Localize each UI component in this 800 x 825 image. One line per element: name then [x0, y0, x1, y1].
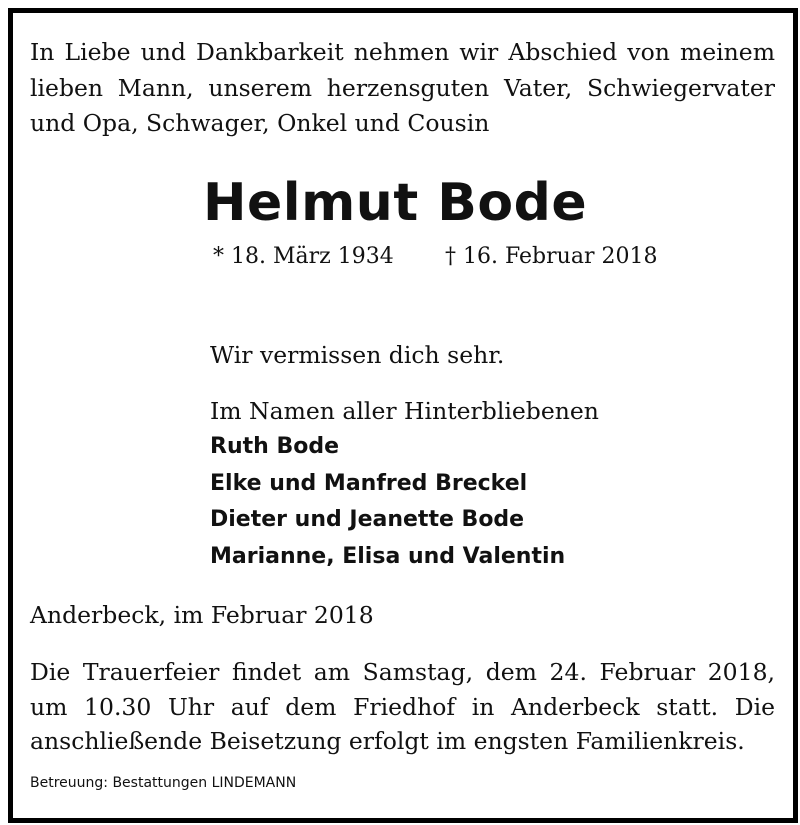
death-date: † 16. Februar 2018 — [445, 244, 658, 269]
mourner-name: Elke und Manfred Breckel — [210, 470, 528, 496]
place-date: Anderbeck, im Februar 2018 — [30, 601, 374, 629]
mourners-label: Im Namen aller Hinterbliebenen — [210, 397, 599, 425]
intro-text: In Liebe und Dankbarkeit nehmen wir Abschied von meinem lieben Mann, unserem herzensguten Vater, Schwiegervater und Opa, Schwager, Onkel und Cousin — [30, 38, 775, 137]
mourner-name: Marianne, Elisa und Valentin — [210, 543, 566, 569]
deceased-name: Helmut Bode — [203, 173, 588, 233]
farewell-line: Wir vermissen dich sehr. — [210, 341, 505, 369]
funeral-home-credit: Betreuung: Bestattungen LINDEMANN — [30, 775, 297, 791]
mourner-name: Dieter und Jeanette Bode — [210, 507, 525, 532]
mourner-list — [210, 429, 599, 575]
mourners-block — [210, 393, 599, 575]
birth-date: * 18. März 1934 — [213, 244, 394, 269]
funeral-info: Die Trauerfeier findet am Samstag, dem 24. Februar 2018, um 10.30 Uhr auf dem Friedhof in Anderbeck statt. Die anschließende Beisetzung erfolgt im engsten Familienkreis. — [30, 658, 775, 755]
obituary-notice — [8, 8, 798, 823]
mourner-name: Ruth Bode — [210, 434, 339, 459]
